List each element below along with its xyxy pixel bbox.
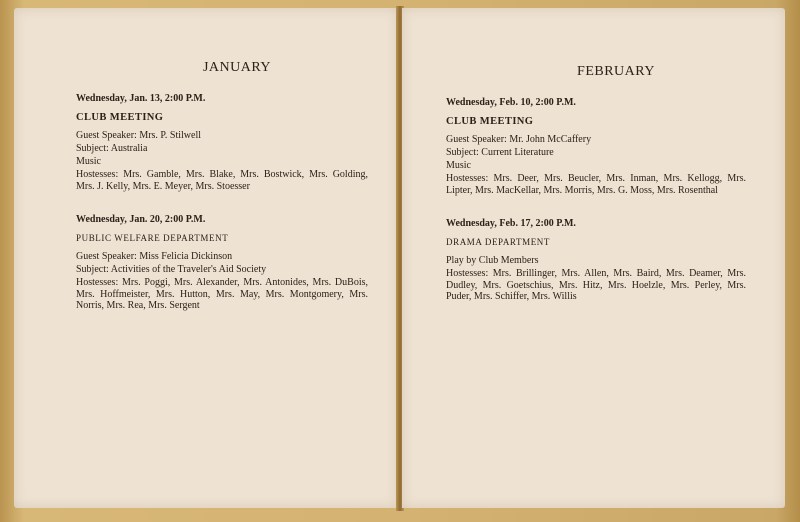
- event-speaker: Guest Speaker: Mr. John McCaffery: [446, 134, 592, 145]
- event-extra: Music: [446, 160, 471, 171]
- left-page: [14, 8, 398, 508]
- event-date: Wednesday, Feb. 10, 2:00 P.M.: [446, 97, 576, 108]
- event-feb-10: [446, 97, 746, 196]
- event-date: Wednesday, Feb. 17, 2:00 P.M.: [446, 218, 576, 229]
- event-title: CLUB MEETING: [446, 116, 534, 127]
- month-heading: JANUARY: [202, 60, 272, 75]
- event-jan-20: [76, 214, 368, 312]
- january-content: [76, 60, 368, 334]
- event-extra: Music: [76, 156, 101, 167]
- event-department: PUBLIC WELFARE DEPARTMENT: [76, 233, 229, 243]
- event-subject: Subject: Activities of the Traveler's Aid Society: [76, 264, 267, 275]
- event-hostesses: Hostesses: Mrs. Gamble, Mrs. Blake, Mrs. Bostwick, Mrs. Golding, Mrs. J. Kelly, Mrs. E. Meyer, Mrs. Stoesser: [76, 169, 368, 192]
- february-content: [446, 64, 746, 325]
- event-hostesses: Hostesses: Mrs. Brillinger, Mrs. Allen, Mrs. Baird, Mrs. Deamer, Mrs. Dudley, Mrs. Goetschius, Mrs. Hitz, Mrs. Hoelzle, Mrs. Perley, Mrs. Puder, Mrs. Schiffer, Mrs. Willis: [446, 268, 746, 302]
- event-title: CLUB MEETING: [76, 112, 164, 123]
- event-speaker: Guest Speaker: Mrs. P. Stilwell: [76, 130, 201, 141]
- event-department: DRAMA DEPARTMENT: [446, 237, 550, 247]
- right-page: [402, 8, 785, 508]
- event-extra: Play by Club Members: [446, 255, 539, 266]
- event-subject: Subject: Current Literature: [446, 147, 554, 158]
- event-jan-13: [76, 93, 368, 192]
- event-date: Wednesday, Jan. 13, 2:00 P.M.: [76, 93, 206, 104]
- event-hostesses: Hostesses: Mrs. Poggi, Mrs. Alexander, Mrs. Antonides, Mrs. DuBois, Mrs. Hoffmeister, Mrs. Hutton, Mrs. May, Mrs. Montgomery, Mrs. Norris, Mrs. Rea, Mrs. Sergent: [76, 277, 368, 311]
- month-heading: FEBRUARY: [577, 64, 655, 79]
- event-date: Wednesday, Jan. 20, 2:00 P.M.: [76, 214, 206, 225]
- event-speaker: Guest Speaker: Miss Felicia Dickinson: [76, 251, 233, 262]
- event-hostesses: Hostesses: Mrs. Deer, Mrs. Beucler, Mrs. Inman, Mrs. Kellogg, Mrs. Lipter, Mrs. MacKellar, Mrs. Morris, Mrs. G. Moss, Mrs. Rosenthal: [446, 173, 746, 196]
- event-subject: Subject: Australia: [76, 143, 148, 154]
- event-feb-17: [446, 218, 746, 303]
